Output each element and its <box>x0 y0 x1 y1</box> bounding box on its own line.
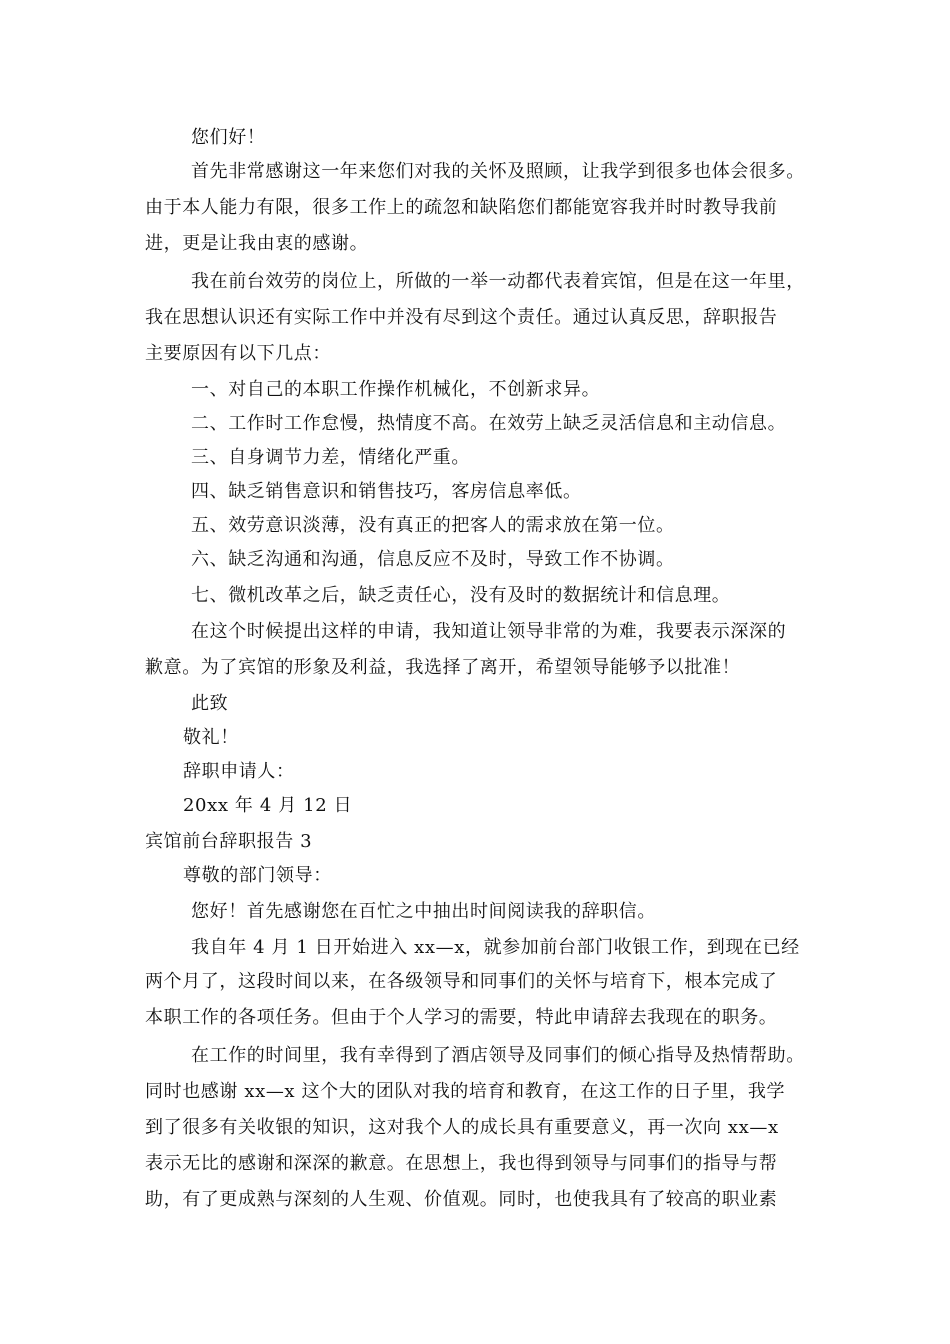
letter2-para2-line5: 助，有了更成熟与深刻的人生观、价值观。同时，也使我具有了较高的职业素 <box>145 1189 778 1210</box>
letter1-para1-line2: 由于本人能力有限，很多工作上的疏忽和缺陷您们都能宽容我并时时教导我前 <box>145 197 778 218</box>
letter2-para1-line3: 本职工作的各项任务。但由于个人学习的需要，特此申请辞去我现在的职务。 <box>145 1007 778 1028</box>
signature-label: 辞职申请人： <box>183 761 295 782</box>
letter1-para2-line1: 我在前台效劳的岗位上，所做的一举一动都代表着宾馆，但是在这一年里， <box>191 271 805 292</box>
letter2-greeting: 您好！首先感谢您在百忙之中抽出时间阅读我的辞职信。 <box>191 901 656 922</box>
letter1-para1-line3: 进，更是让我由衷的感谢。 <box>145 233 369 254</box>
reason-item: 三、自身调节力差，情绪化严重。 <box>191 447 470 468</box>
letter1-greeting: 您们好！ <box>191 127 266 148</box>
reason-item: 二、工作时工作怠慢，热情度不高。在效劳上缺乏灵活信息和主动信息。 <box>191 413 787 434</box>
letter2-para2-line4: 表示无比的感谢和深深的歉意。在思想上，我也得到领导与同事们的指导与帮 <box>145 1153 778 1174</box>
reason-item: 四、缺乏销售意识和销售技巧，客房信息率低。 <box>191 481 582 502</box>
closing-line-1: 此致 <box>191 693 229 714</box>
letter1-para2-line3: 主要原因有以下几点： <box>145 343 331 364</box>
letter-date: 20xx 年 4 月 12 日 <box>183 795 353 816</box>
reason-item: 六、缺乏沟通和沟通，信息反应不及时，导致工作不协调。 <box>191 549 675 570</box>
closing-line-2: 敬礼！ <box>183 727 239 748</box>
letter2-para1-line1: 我自年 4 月 1 日开始进入 xx—x，就参加前台部门收银工作，到现在已经 <box>191 937 800 958</box>
letter2-salutation: 尊敬的部门领导： <box>183 865 332 886</box>
letter2-para2-line2: 同时也感谢 xx—x 这个大的团队对我的培育和教育，在这工作的日子里，我学 <box>145 1081 786 1102</box>
reason-item: 五、效劳意识淡薄，没有真正的把客人的需求放在第一位。 <box>191 515 675 536</box>
letter1-para3-line2: 歉意。为了宾馆的形象及利益，我选择了离开，希望领导能够予以批准！ <box>145 657 741 678</box>
letter2-para1-line2: 两个月了，这段时间以来，在各级领导和同事们的关怀与培育下，根本完成了 <box>145 971 778 992</box>
letter1-para1-line1: 首先非常感谢这一年来您们对我的关怀及照顾，让我学到很多也体会很多。 <box>191 161 805 182</box>
letter1-para3-line1: 在这个时候提出这样的申请，我知道让领导非常的为难，我要表示深深的 <box>191 621 787 642</box>
section-title: 宾馆前台辞职报告 3 <box>145 831 313 852</box>
letter2-para2-line3: 到了很多有关收银的知识，这对我个人的成长具有重要意义，再一次向 xx—x <box>145 1117 779 1138</box>
letter2-para2-line1: 在工作的时间里，我有幸得到了酒店领导及同事们的倾心指导及热情帮助。 <box>191 1045 805 1066</box>
letter1-para2-line2: 我在思想认识还有实际工作中并没有尽到这个责任。通过认真反思，辞职报告 <box>145 307 778 328</box>
reason-item: 七、微机改革之后，缺乏责任心，没有及时的数据统计和信息理。 <box>191 585 731 606</box>
reason-item: 一、对自己的本职工作操作机械化，不创新求异。 <box>191 379 601 400</box>
